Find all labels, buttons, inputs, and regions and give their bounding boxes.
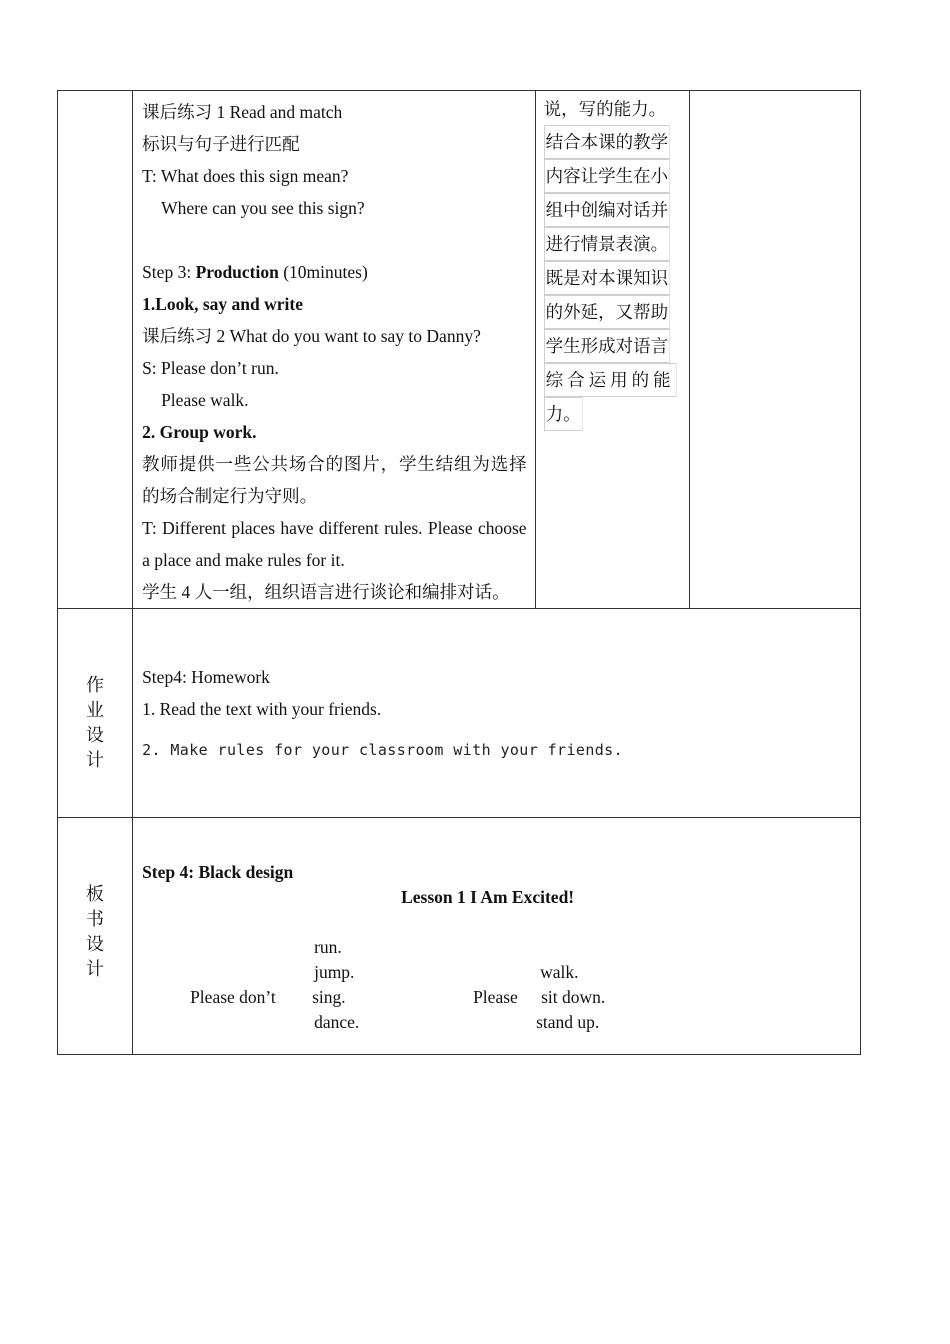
notes-empty-cell — [689, 91, 860, 609]
homework-label-cell — [58, 609, 133, 818]
group-work-desc: 教师提供一些公共场合的图片，学生结组为选择的场合制定行为守则。 — [142, 454, 527, 506]
group-work-heading: 2. Group work. — [142, 422, 257, 442]
homework-content-cell — [133, 609, 861, 818]
step-3-prefix: Step 3: — [142, 262, 196, 282]
label-char: 计 — [86, 959, 105, 979]
board-left-word: run. — [314, 937, 342, 957]
teacher-instruction: T: Different places have different rules. Please choose a place and make rules for it. — [142, 518, 527, 570]
note-line: 内容让学生在小 — [544, 159, 671, 193]
note-line: 的外延，又帮助 — [544, 295, 671, 329]
note-line: 进行情景表演。 — [544, 227, 671, 261]
label-char: 业 — [86, 700, 105, 720]
note-line: 综合运用的能 — [544, 363, 677, 397]
student-answer-2: Please walk. — [161, 390, 249, 410]
step-3-heading — [142, 256, 527, 288]
procedure-row — [58, 91, 861, 609]
note-line: 组中创编对话并 — [544, 193, 671, 227]
note-line: 既是对本课知识 — [544, 261, 671, 295]
group-work-arrangement: 学生 4 人一组，组织语言进行谈论和编排对话。 — [142, 582, 510, 602]
step-3-duration: (10minutes) — [278, 262, 368, 282]
label-char: 计 — [86, 750, 105, 770]
note-line: 结合本课的教学 — [544, 125, 671, 159]
board-right-word: stand up. — [536, 1012, 600, 1032]
board-right-word: walk. — [540, 962, 579, 982]
exercise-2-line: 课后练习 2 What do you want to say to Danny? — [142, 326, 481, 346]
student-answer-1: S: Please don’t run. — [142, 358, 279, 378]
board-title: Step 4: Black design — [142, 862, 294, 882]
teacher-question-1: T: What does this sign mean? — [142, 166, 349, 186]
teacher-question-2: Where can you see this sign? — [161, 198, 365, 218]
exercise-1-desc: 标识与句子进行匹配 — [142, 134, 300, 154]
board-left-word: jump. — [314, 962, 355, 982]
board-content-cell — [133, 818, 861, 1055]
label-char: 作 — [86, 675, 105, 695]
board-label — [58, 818, 132, 982]
homework-label — [58, 609, 132, 773]
board-label-cell — [58, 818, 133, 1055]
label-char: 板 — [86, 884, 105, 904]
label-char: 设 — [86, 934, 105, 954]
note-line: 力。 — [544, 397, 583, 431]
procedure-label-cell — [58, 91, 133, 609]
design-intent-cell — [535, 91, 689, 609]
step-3-title: Production — [195, 262, 279, 282]
board-left-word: sing. — [312, 987, 346, 1007]
board-design-row — [58, 818, 861, 1055]
lesson-plan-table — [57, 90, 861, 1055]
label-char: 书 — [86, 909, 105, 929]
procedure-content-cell — [133, 91, 536, 609]
label-char: 设 — [86, 725, 105, 745]
board-left-word: dance. — [314, 1012, 360, 1032]
board-right-word: sit down. — [541, 987, 606, 1007]
homework-row — [58, 609, 861, 818]
exercise-1-line: 课后练习 1 Read and match — [142, 102, 343, 122]
look-say-write-heading: 1.Look, say and write — [142, 294, 303, 314]
note-line: 学生形成对语言 — [544, 329, 671, 363]
board-left-prefix: Please don’t — [190, 987, 276, 1007]
note-line: 说，写的能力。 — [543, 99, 667, 119]
homework-title: Step4: Homework — [142, 667, 270, 687]
homework-item-2: 2. Make rules for your classroom with your friends. — [142, 741, 624, 759]
board-lesson-title: Lesson 1 I Am Excited! — [401, 887, 575, 907]
homework-item-1: 1. Read the text with your friends. — [142, 699, 382, 719]
board-right-prefix: Please — [473, 987, 518, 1007]
